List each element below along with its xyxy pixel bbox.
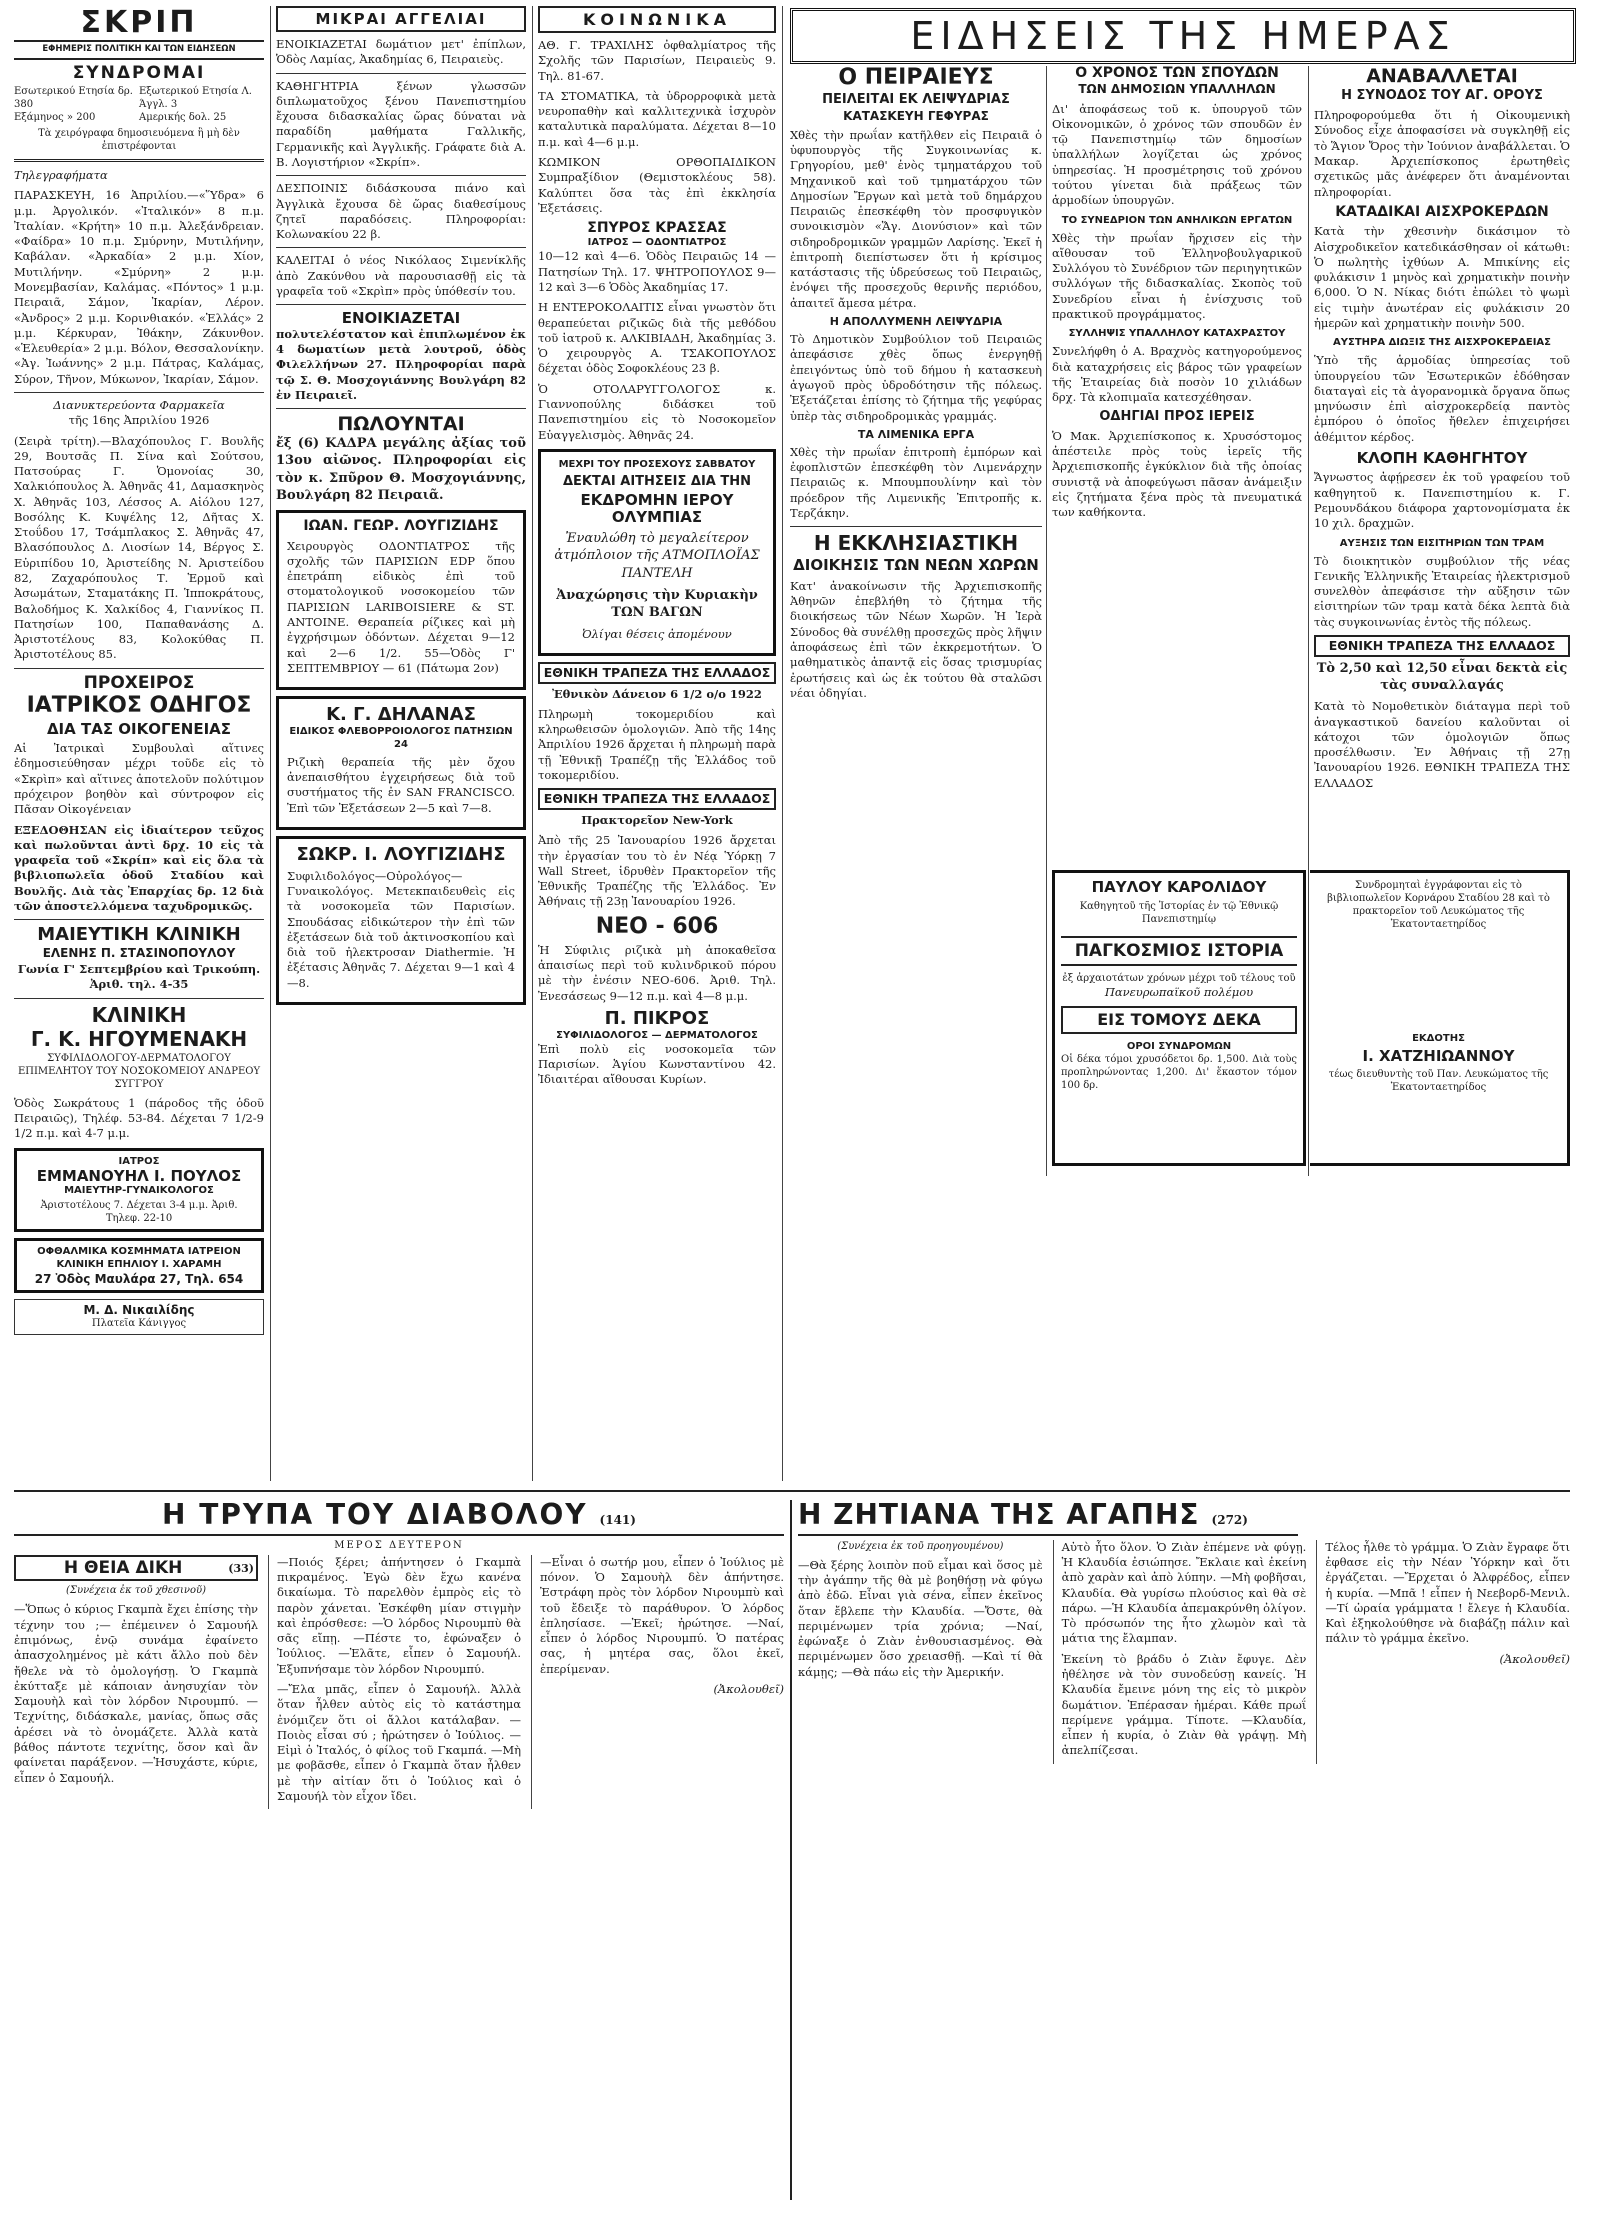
- studies-subheadline: ΤΩΝ ΔΗΜΟΣΙΩΝ ΥΠΑΛΛΗΛΩΝ: [1078, 82, 1276, 97]
- serial-diavolou-continuation: (Συνέχεια ἐκ τοῦ χθεσινοῦ): [66, 1585, 206, 1597]
- book-subtitle: ἐξ ἀρχαιοτάτων χρόνων μέχρι τοῦ τέλους τοῦ: [1062, 973, 1296, 985]
- clinic-subtitle: ΣΥΦΙΛΙΔΟΛΟΓΟΥ-ΔΕΡΜΑΤΟΛΟΓΟΥ ΕΠΙΜΕΛΗΤΟΥ ΤΟΥ ΝΟΣΟΚΟΜΕΙΟΥ ΑΝΔΡΕΟΥ ΣΥΓΓΡΟΥ: [17, 1052, 261, 1090]
- news-banner: [790, 8, 1576, 64]
- eye-clinic-name: ΟΦΘΑΛΜΙΚΑ ΚΟΣΜΗΜΑΤΑ ΙΑΤΡΕΙΟΝ ΚΛΙΝΙΚΗ ΕΠΗΛΙΟΥ Ι. ΧΑΡΑΜΗ: [37, 1246, 241, 1271]
- dentist-ad: [276, 510, 526, 690]
- doctor-heading: ΙΑΤΡΟΣ: [118, 1155, 160, 1167]
- clinic-text: Ὁδὸς Σωκράτους 1 (πάροδος τῆς ὁδοῦ Πειραιῶς), Τηλέφ. 53-84. Δέχεται 7 1/2-9 1/2 π.μ. καὶ 4-7 μ.μ.: [14, 1095, 264, 1141]
- serial-zitiana-continuation: (Συνέχεια ἐκ τοῦ προηγουμένου): [837, 1540, 1004, 1552]
- excursion-title-2: ΕΚΔΡΟΜΗΝ ΙΕΡΟΥ ΟΛΥΜΠΙΑΣ: [580, 491, 734, 526]
- venereologist-ad: [276, 836, 526, 1005]
- lawyer-ad: [14, 1299, 264, 1335]
- social-item: Ὁ ΟΤΟΛΑΡΥΓΓΟΛΟΓΟΣ κ. Γιαννοπούλης διδάσκει τοῦ Πανεπιστημίου εἰς τὸ Νοσοκομεῖον Εὐαγγελισμὸς. Ἀθηνᾶς 24.: [538, 381, 776, 442]
- krassas-name: ΣΠΥΡΟΣ ΚΡΑΣΣΑΣ: [587, 220, 727, 237]
- harbor-text: Χθὲς τὴν πρωΐαν ἐπιτροπὴ ἐμπόρων καὶ ἐφοπλιστῶν ἐπεσκέφθη τὸν Λιμενάρχην Πειραιῶς κ. Μπουμπουλίνην καὶ τὸν πρόεδρον τῆς Λιμενικῆς Ἐπιτροπῆς κ. Τερζάκην.: [790, 444, 1042, 521]
- serial-diavolou-title: Η ΤΡΥΠΑ ΤΟΥ ΔΙΑΒΟΛΟΥ: [162, 1500, 588, 1531]
- studies-headline: Ο ΧΡΟΝΟΣ ΤΩΝ ΣΠΟΥΔΩΝ: [1075, 66, 1279, 81]
- column-1: [14, 6, 264, 1486]
- guide-text-2: ΕΞΕΔΟΘΗΣΑΝ εἰς ἰδιαίτερον τεῦχος καὶ πωλοῦνται ἀντὶ δρχ. 10 εἰς τὰ γραφεῖα τοῦ «Σκρίπ» καὶ εἰς ὅλα τὰ βιβλιοπωλεῖα ὁδοῦ Σταδίου καὶ Βουλῆς. Διὰ τὰς Ἐπαρχίας δρ. 12 διὰ τῶν ἀποστελλόμενα ταχυδρομικῶς.: [14, 822, 264, 913]
- pharmacies-text: (Σειρὰ τρίτη).—Βλαχόπουλος Γ. Βουλῆς 29, Βουτσᾶς Π. Σίνα καὶ Σούτσου, Πατσούρας Γ. Ὁμονοίας 30, Χαλκιόπουλος Ἀ. Ἀθηνᾶς 41, Δαμασκηνὸς Χ. Ἀθηνᾶς 103, Λέσσος Α. Αἰόλου 127, Βοσόλης Κ. Κυψέλης 12, Δῆτας Χ. Στοΰδου 17, Τσάμπλακος Σ. Ἀθηνᾶς 47, Βλασόπουλος Δ. Λιοσίων 14, Βέργος Σ. Εὐριπίδου 10, Ἀριστείδης Ν. Ἀριστείδου 82, Ζαχαρόπουλος Τ. Ἑρμοῦ καὶ Ἀσωμάτων, Σταματάκης Π. Ἱπποκράτους, Βαλοδήμος Κ. Χαλκίδος 4, Γιαννίκος Π. Πατησίων 100, Παπαθανάσης Δ. Ἀριστοτέλους 83, Κολοκύθας Π. Ἀριστοτέλους 85.: [14, 433, 264, 662]
- serial-diavolou-header: [14, 1500, 784, 1536]
- pikros-text: Ἐπὶ πολὺ εἰς νοσοκομεῖα τῶν Παρισίων. Ἁγίου Κωνσταντίνου 42. Ἰδιαιτέραι αἴθουσαι Κυρίων.: [538, 1041, 776, 1087]
- column-rule: [270, 6, 271, 1481]
- divider: [14, 998, 264, 999]
- manuscripts-note: Τὰ χειρόγραφα δημοσιευόμενα ἢ μὴ δὲν ἐπιστρέφονται: [38, 128, 240, 152]
- theft-section: ΚΛΟΠΗ ΚΑΘΗΓΗΤΟΥ: [1356, 448, 1528, 467]
- serial-diavolou-text: —Ἔλα μπᾶς, εἶπεν ὁ Σαμουήλ. Ἀλλὰ ὅταν ἦλθεν αὐτὸς εἰς τὸ κατάστημα ἐνόμιζεν ὅτι οἱ ἄλλοι κατάλαβαν. —Ποιὸς εἶσαι σύ ; ἠρώτησεν ὁ Ἰούλιος. —Εἰμὶ ὁ Ἰταλός, ὁ φίλος τοῦ Γκαμπά. —Μὴ με φοβᾶσθε, εἶπεν ὁ Γκαμπὰ ὅταν ἦλθεν μὲ τὴν αἰτίαν ὅτι ὁ Ἰούλιος καὶ ὁ Σαμουήλ τὸν εἶχον ἴδει.: [277, 1682, 521, 1804]
- rent-ad-heading: ΕΝΟΙΚΙΑΖΕΤΑΙ: [341, 309, 461, 328]
- divider: [276, 175, 526, 176]
- social-item: ΑΘ. Γ. ΤΡΑΧΙΛΗΣ ὀφθαλμίατρος τῆς Σχολῆς τῶν Παρισίων, Πειραιεὺς 9. Τηλ. 81-67.: [538, 38, 776, 83]
- serial-diavolou-text: —Ὅπως ὁ κύριος Γκαμπὰ ἔχει ἐπίσης τὴν τέχνην του ;— ἐπέμεινεν ὁ Σαμουήλ ἐπιμόνως, ἐνῷ συνάμα ἐφαίνετο ἀπασχολημένος μὲ κάτι ἄλλο ποὺ δὲν ἤθελε νὰ τὸ ὁμολογήσῃ. Ὁ Γκαμπὰ ἐκύτταξε μὲ κάποιαν ἀνησυχίαν τὸν Σαμουὴλ καὶ τὸν λόρδον Νιρουμπύ. —Τεχνίτης, διδάσκαλε, μανίας, ὅπως σᾶς ἀρέσει νὰ τὸ ὀνομάζετε. Ἀλλὰ κατὰ βάθος πάντοτε τεχνίτης, ὅσον καὶ ἂν φαίνεται παράξενον. —Ἡσυχάστε, κύριε, εἶπεν ὁ Σαμουήλ.: [14, 1602, 258, 1785]
- serial-diavolou-text: —Ποιός ξέρει; ἀπήντησεν ὁ Γκαμπὰ πικραμένος. Ἐγὼ δὲν ἔχω κανένα δικαίωμα. Τὸ παρελθὸν ἐμπρὸς εἰς τὸ παρὸν χάνεται. Ἐσκέφθη μίαν στιγμὴν καὶ ἐπρόσθεσε: —Ὁ λόρδος Νιρουμπὺ θὰ σᾶς εἴπῃ. —Πέστε το, ἐφώναξεν ὁ Ἰούλιος. —Ἐλᾶτε, εἶπεν ὁ Σαμουήλ. Ἐξυπνήσαμε τὸν λόρδον Νιρουμπύ.: [277, 1554, 521, 1676]
- synod-headline: ΑΝΑΒΑΛΛΕΤΑΙ: [1366, 66, 1518, 87]
- excursion-ad: [538, 449, 776, 656]
- phlebologist-text: Ριζικὴ θεραπεία τῆς μὲν ὄχου ἀνεπαισθήτου ἐγχειρήσεως διὰ τοῦ συστήματος τῆς ἐν SAN FRANCISCO. Ἐπὶ τῶν Ἐξετάσεων 2—5 καὶ 7—8.: [287, 754, 515, 815]
- pharmacies-heading: Διανυκτερεύοντα Φαρμακεῖα: [53, 397, 225, 412]
- serial-diavolou-number: (141): [599, 1513, 636, 1527]
- social-item: ΚΩΜΙΚΟΝ ΟΡΘΟΠΑΙΔΙΚΟΝ Συμπραξίδιον (Θεμιστοκλέους 58). Καλύπτει ὅσα τὰς ἐπὶ ἐκκλησία Ἐξετάσεις.: [538, 154, 776, 215]
- guide-heading-3: ΔΙΑ ΤΑΣ ΟΙΚΟΓΕΝΕΙΑΣ: [46, 719, 232, 738]
- doctor-ad: [14, 1148, 264, 1233]
- synod-text: Πληροφορούμεθα ὅτι ἡ Οἰκουμενικὴ Σύνοδος εἶχε ἀποφασίσει νὰ συγκληθῇ εἰς τὸ Ἅγιον Ὄρος τὴν Ἰούνιον ἀναβάλλεται. Ὁ Μακαρ. Ἀρχιεπίσκοπος ἐρωτηθεὶς σχετικῶς μᾶς ἀνέφερεν ὅτι ἀναμένονται πληροφορίαι.: [1314, 108, 1570, 199]
- serial-zitiana-text: Αὐτὸ ἦτο ὅλον. Ὁ Ζιὰν ἐπέμενε νὰ φύγῃ. Ἡ Κλαυδία ἐσιώπησε. Ἔκλαιε καὶ ἐκείνη ἀπὸ χαρὰν καὶ ἀπὸ λύπην. —Μὴ φοβῆσαι, Κλαυδία. Θὰ γυρίσω πλούσιος καὶ θὰ σὲ πάρω. —Ἡ Κλαυδία ἀπεμακρύνθη ὀλίγον. Τὸ πρόσωπόν της ἦτο χλωμὸν καὶ τὰ μάτια της ἔλαμπαν.: [1061, 1539, 1307, 1646]
- convictions-section: ΚΑΤΑΔΙΚΑΙ ΑΙΣΧΡΟΚΕΡΔΩΝ: [1335, 203, 1549, 220]
- piraeus-text: Χθὲς τὴν πρωΐαν κατῆλθεν εἰς Πειραιᾶ ὁ ὑφυπουργὸς τῆς Συγκοινωνίας κ. Γρηγορίου, μεθ' ἑνὸς τμηματάρχου τοῦ Μηχανικοῦ καὶ τοῦ τμηματάρχου τῶν Δημοσίων Ἔργων καὶ μετὰ τοῦ δημάρχου Πειραιῶς ἐπεσκέφθη τὸν προσφυγικὸν συνοικισμὸν «Ἅγ. Διονύσιον» καὶ τῶν σιδηροδρομικῶν γραμμῶν Λαρίσης. Ἐκεῖ ἡ ἐπιτροπὴ διεπίστωσεν ὅτι ἡ κρίσιμος κατάστασις τῆς ὑδρεύσεως τοῦ Πειραιῶς, ἐνόψει τῆς προσεχοῦς θερινῆς περιόδου, ἀπαιτεῖ ἄμεσα μέτρα.: [790, 127, 1042, 310]
- guide-heading-2: ΙΑΤΡΙΚΟΣ ΟΔΗΓΟΣ: [26, 693, 252, 719]
- divider: [276, 408, 526, 409]
- rate-row: Εσωτερικού Ετησία δρ. 380: [14, 86, 133, 110]
- divider: [276, 247, 526, 248]
- divider: [14, 392, 264, 393]
- classified-ad: ΔΕΣΠΟΙΝΙΣ διδάσκουσα πιάνο καὶ Ἀγγλικὰ ἔχουσα δὲ ὥρας διαθεσίμους ζητεῖ παραδόσεις. Πληροφορίαι: Κολωνακίου 22 β.: [276, 181, 526, 242]
- serial-diavolou: [14, 1500, 784, 2208]
- divider: [790, 526, 1042, 527]
- news-column-a: [790, 66, 1042, 1181]
- excursion-departure: Ἀναχώρησις τὴν Κυριακὴν ΤΩΝ ΒΑΓΩΝ: [556, 588, 758, 621]
- masthead-title: ΣΚΡΙΠ: [14, 6, 264, 42]
- studies-text: Δι' ἀποφάσεως τοῦ κ. ὑπουργοῦ τῶν Οἰκονομικῶν, ὁ χρόνος τῶν σπουδῶν ἐν τῷ Πανεπιστημίῳ τῶν δημοσίων ὑπαλλήλων λογίζεται ὡς χρόνος ὑπηρεσίας. Ἡ προσμέτρησις τοῦ χρόνου τούτου γίνεται διὰ πράξεως τῶν ἁρμοδίων ὑπουργῶν.: [1052, 101, 1302, 208]
- bank-rate-heading: ΕΘΝΙΚΗ ΤΡΑΠΕΖΑ ΤΗΣ ΕΛΛΑΔΟΣ: [1314, 635, 1570, 657]
- piraeus-headline: Ο ΠΕΙΡΑΙΕΥΣ: [838, 66, 994, 90]
- book-publisher-heading: ΕΚΔΟΤΗΣ: [1412, 1033, 1465, 1044]
- piraeus-section: ΚΑΤΑΣΚΕΥΗ ΓΕΦΥΡΑΣ: [843, 109, 989, 124]
- divider: [14, 159, 264, 162]
- rate-row: Αμερικής δολ. 25: [139, 112, 227, 123]
- book-ad-side: [1310, 870, 1570, 1166]
- congress-section: ΤΟ ΣΥΝΕΔΡΙΟΝ ΤΩΝ ΑΝΗΛΙΚΩΝ ΕΡΓΑΤΩΝ: [1061, 214, 1293, 226]
- book-publisher-subtitle: τέως διευθυντὴς τοῦ Παν. Λευκώματος τῆς Ἐκατονταετηρίδος: [1328, 1068, 1549, 1093]
- serial-diavolou-chapter: Η ΘΕΙΑ ΔΙΚΗ: [63, 1557, 183, 1578]
- serial-zitiana-text: Ἐκείνη τὸ βράδυ ὁ Ζιὰν ἔφυγε. Δὲν ἠθέλησε νὰ τὸν συνοδεύσῃ κανείς. Ἡ Κλαυδία ἔμεινε μόνη της εἰς τὸ μικρὸν δωμάτιον. Ἐπέρασαν ἡμέραι. Κάθε πρωΐ περίμενε γράμμα. Τίποτε. —Κλαυδία, εἶπεν ἡ κυρία, ὁ Ζιὰν θὰ γράψῃ. Μὴ ἀπελπίζεσαι.: [1061, 1651, 1307, 1758]
- pikros-name: Π. ΠΙΚΡΟΣ: [604, 1008, 710, 1030]
- column-2: [276, 6, 526, 1486]
- maternity-address: Γωνία Γ' Σεπτεμβρίου καὶ Τρικούπη. Ἀριθ. τηλ. 4-35: [17, 962, 261, 992]
- harbor-section: ΤΑ ΛΙΜΕΝΙΚΑ ΕΡΓΑ: [857, 427, 975, 441]
- profiteering-section: ΑΥΣΤΗΡΑ ΔΙΩΞΙΣ ΤΗΣ ΑΙΣΧΡΟΚΕΡΔΕΙΑΣ: [1333, 337, 1551, 349]
- masthead-subtitle: ΕΦΗΜΕΡΙΣ ΠΟΛΙΤΙΚΗ ΚΑΙ ΤΩΝ ΕΙΔΗΣΕΩΝ: [42, 44, 236, 54]
- book-subscription-note: Συνδρομηταὶ ἐγγράφονται εἰς τὸ βιβλιοπωλεῖον Κορνάρου Σταδίου 28 καὶ τὸ πρακτορεῖον τοῦ Λευκώματος τῆς Ἐκατονταετηρίδος: [1327, 880, 1550, 930]
- classified-ad: ΕΝΟΙΚΙΑΖΕΤΑΙ δωμάτιον μετ' ἐπίπλων, Ὁδὸς Λαμίας, Ἀκαδημίας 6, Πειραιεὺς.: [276, 37, 526, 67]
- telegraph-text: ΠΑΡΑΣΚΕΥΗ, 16 Ἀπριλίου.—«Ὕδρα» 6 μ.μ. Ἀργολικόν. «Ἰταλικόν» 8 π.μ. Ἰταλίαν. «Κρήτη» 10 π.μ. Ἀλεξάνδρειαν. «Φαίδρα» 10 π.μ. Σμύρνην, Μυτιλήνην, Καβάλαν. «Ἀρκαδία» 2 μ.μ. Χίον, Μυτιλήνην. «Σμύρνη» 2 μ.μ. Μονεμβασίαν, Καλάμας. «Πόντος» 1 μ.μ. Πειραιᾶ, Σάμον, Ἰκαρίαν, Λέρον. «Ἀνδρος» 2 μ.μ. Κορινθιακόν. «Ἑλλάς» 2 μ.μ. Κέρκυραν, Ἰθάκην, Ζάκυνθον. «Ἑλευθερία» 2 μ.μ. Βόλον, Θεσσαλονίκην. «Ἀγ. Ἰωάννης» 2 μ.μ. Πάτρας, Καλάμας, Σύρον, Τῆνον, Μύκωνον, Ἰκαρίαν, Σάμον.: [14, 188, 264, 386]
- profiteering-text: Ὑπὸ τῆς ἁρμοδίας ὑπηρεσίας τοῦ ὑπουργείου τῶν Ἐσωτερικῶν ἐδόθησαν διαταγαὶ εἰς τὰ ἀγορανομικὰ ὄργανα ὅπως μηνύωσιν ἐπὶ αἰσχροκερδείᾳ παντὸς ἐμπόρου ὁ ὁποῖος ἤθελεν ἐπιχειρήσει ἀθέμιτον κέρδος.: [1314, 353, 1570, 444]
- theft-text: Ἄγνωστος ἀφῄρεσεν ἐκ τοῦ γραφείου τοῦ καθηγητοῦ κ. Πανεπιστημίου κ. Γ. Ρεμουνδάκου διάφορα χαρτονομίσματα ἐκ 10 χιλ. δραχμῶν.: [1314, 470, 1570, 531]
- excursion-text: Ἐναυλώθη τὸ μεγαλείτερον ἀτμόπλοιον τῆς ΑΤΜΟΠΛΟΪΑΣ ΠΑΝΤΕΛΗ: [554, 531, 760, 581]
- serial-zitiana-number: (272): [1211, 1513, 1248, 1527]
- bank-notice-subtitle: Ἐθνικὸν Δάνειον 6 1/2 ο/ο 1922: [552, 686, 762, 701]
- bank-rate-text: Τὸ 2,50 καὶ 12,50 εἶναι δεκτὰ εἰς τὰς συναλλαγάς: [1316, 660, 1568, 693]
- rent-ad-text: πολυτελέστατον καὶ ἐπιπλωμένον ἐκ 4 δωματίων μετὰ λουτροῦ, ὁδὸς Φιλελλήνων 27. Πληροφορίαι παρὰ τῷ Σ. Θ. Μοσχογιάννης Βουλγάρη 82 ἐν Πειραιεῖ.: [276, 326, 526, 402]
- serial-diavolou-chapter-number: (33): [228, 1561, 254, 1575]
- pharmacies-date: τῆς 16ης Ἀπριλίου 1926: [68, 413, 210, 428]
- tram-section: ΑΥΞΗΣΙΣ ΤΩΝ ΕΙΣΙΤΗΡΙΩΝ ΤΩΝ ΤΡΑΜ: [1339, 537, 1545, 549]
- serial-zitiana-title: Η ΖΗΤΙΑΝΑ ΤΗΣ ΑΓΑΠΗΣ: [798, 1500, 1200, 1531]
- book-ad: [1052, 870, 1306, 1166]
- phlebologist-name: Κ. Γ. ΔΗΛΑΝΑΣ: [326, 704, 476, 726]
- column-rule: [1308, 66, 1309, 1176]
- divider: [276, 304, 526, 305]
- neo606-heading: ΝΕΟ - 606: [595, 913, 719, 939]
- guide-text: Αἱ Ἰατρικαὶ Συμβουλαὶ αἵτινες ἐδημοσιεύθησαν μέχρι τοῦδε εἰς τὸ «Σκρὶπ» καὶ αἵτινες ἀποτελοῦν πολύτιμον πρόχειρον βοηθὸν καὶ σύντροφον εἰς Πᾶσαν Οἰκογένειαν: [14, 741, 264, 817]
- tram-text: Τὸ διοικητικὸν συμβούλιον τῆς νέας Γενικῆς Ἑλληνικῆς Ἑταιρείας ἠλεκτρισμοῦ συνελθὸν ἀπεφάσισε τὴν αὔξησιν τῶν εἰσιτηρίων τῶν τραμ κατὰ δέκα λεπτὰ διὰ τὰς συγκοινωνίας ἐντὸς τῆς πόλεως.: [1314, 553, 1570, 629]
- excursion-title-1: ΔΕΚΤΑΙ ΑΙΤΗΣΕΙΣ ΔΙΑ ΤΗΝ: [562, 473, 752, 489]
- doctor-subtitle: ΜΑΙΕΥΤΗΡ-ΓΥΝΑΙΚΟΛΟΓΟΣ: [64, 1185, 214, 1197]
- book-author-title: Καθηγητοῦ τῆς Ἱστορίας ἐν τῷ Ἐθνικῷ Πανεπιστημίῳ: [1079, 900, 1279, 925]
- rate-row: Εξάμηνος » 200: [14, 112, 96, 123]
- serial-zitiana-end: (Ἀκολουθεῖ): [1499, 1651, 1570, 1666]
- priests-section: ΟΔΗΓΙΑΙ ΠΡΟΣ ΙΕΡΕΙΣ: [1099, 409, 1255, 425]
- subscription-rates: [14, 85, 264, 124]
- classified-ad: ΚΑΘΗΓΗΤΡΙΑ ξένων γλωσσῶν διπλωματοῦχος ξένου Πανεπιστημίου ἔχουσα διδασκαλίας ὥρας δύναται νὰ παραδίδη μαθήματα Γαλλικῆς, Γερμανικῆς καὶ Ἀγγλικῆς. Γράφατε διὰ Α. Β. Λογιστήριον «Σκρίπ».: [276, 78, 526, 169]
- clinic-heading: ΚΛΙΝΙΚΗ: [91, 1002, 187, 1027]
- krassas-subtitle: ΙΑΤΡΟΣ — ΟΔΟΝΤΙΑΤΡΟΣ: [587, 237, 727, 249]
- excursion-pretitle: ΜΕΧΡΙ ΤΟΥ ΠΡΟΣΕΧΟΥΣ ΣΑΒΒΑΤΟΥ: [558, 458, 756, 470]
- rate-row: Εξωτερικού Ετησία Λ. Άγγλ. 3: [139, 86, 252, 110]
- eye-clinic-ad: [14, 1238, 264, 1293]
- book-subtitle-2: Πανευρωπαϊκοῦ πολέμου: [1104, 985, 1254, 1000]
- congress-text: Χθὲς τὴν πρωΐαν ἤρχισεν εἰς τὴν αἴθουσαν τοῦ Ἑλληνοβουλγαρικοῦ Συλλόγου τὸ Συνέδριον τῶν περιηγητικῶν συλλόγων τῆς διδασκαλίας. Σκοπὸς τοῦ Συνεδρίου εἶναι ἡ ἐνίσχυσις τοῦ πρακτικοῦ προγράμματος.: [1052, 230, 1302, 321]
- social-heading: ΚΟΙΝΩΝΙΚΑ: [538, 6, 776, 33]
- social-item: Η ΕΝΤΕΡΟΚΟΛΑΙΤΙΣ εἶναι γνωστὸν ὅτι θεραπεύεται ριζικῶς διὰ τῆς μεθόδου τοῦ ἰατροῦ κ. ΑΛΚΙΒΙΑΔΗ, Ἀκαδημίας 3. Ὁ χειρουργὸς Α. ΤΣΑΚΟΠΟΥΛΟΣ δέχεται ὁδὸς Σοφοκλέους 23 β.: [538, 300, 776, 376]
- church-subheadline: ΔΙΟΙΚΗΣΙΣ ΤΩΝ ΝΕΩΝ ΧΩΡΩΝ: [793, 556, 1039, 575]
- bank-ny-heading: ΕΘΝΙΚΗ ΤΡΑΠΕΖΑ ΤΗΣ ΕΛΛΑΔΟΣ: [538, 788, 776, 810]
- column-rule: [790, 1500, 792, 2200]
- sale-ad-text: ἔξ (6) ΚΑΔΡΑ μεγάλης ἀξίας τοῦ 13ου αἰῶνος. Πληροφορίαι εἰς τὸν κ. Σπῦρον Θ. Μοσχογιάννης, Βουλγάρη 82 Πειραιᾶ.: [276, 436, 526, 503]
- excursion-seats: Ὀλίγαι θέσεις ἀπομένουν: [582, 626, 732, 641]
- arrest-text: Συνελήφθη ὁ Α. Βραχνὸς κατηγορούμενος διὰ καταχρήσεις εἰς βάρος τῶν γραφείων τῆς Ἑταιρείας διὰ ποσὸν 10 χιλιάδων δρχ. Τὰ κλοπιμαῖα κατεσχέθησαν.: [1052, 344, 1302, 405]
- news-column-b: [1052, 66, 1302, 856]
- book-author: ΠΑΥΛΟΥ ΚΑΡΟΛΙΔΟΥ: [1091, 878, 1267, 896]
- phlebologist-subtitle: ΕΙΔΙΚΟΣ ΦΛΕΒΟΡΡΟΙΟΛΟΓΟΣ ΠΑΤΗΣΙΩΝ 24: [289, 725, 513, 750]
- lawyer-name: Μ. Δ. Νικαιλίδης: [83, 1303, 195, 1318]
- serial-zitiana-header: [798, 1500, 1298, 1536]
- dentist-name: ΙΩΑΝ. ΓΕΩΡ. ΛΟΥΓΙΖΙΔΗΣ: [303, 518, 499, 535]
- serial-diavolou-end: (Ἀκολουθεῖ): [713, 1682, 784, 1697]
- krassas-text: 10—12 καὶ 4—6. Ὁδὸς Πειραιῶς 14 — Πατησίων Τηλ. 17. ΨΗΤΡΟΠΟΥΛΟΣ 9—12 καὶ 3—6 Ὁδὸς Ἀκαδημίας 17.: [538, 249, 776, 295]
- divider: [276, 73, 526, 74]
- convictions-text: Κατὰ τὴν χθεσινὴν δικάσιμον τὸ Αἰσχροδικεῖον κατεδικάσθησαν οἱ κάτωθι: Ὁ πωλητὴς ἰχθύων Α. Μπικίνης εἰς φυλάκισιν 1 μηνὸς καὶ χρηματικὴν ποινὴν 6,000. Ὁ Ν. Νίκας διότι ἐπώλει τὸ ψωμὶ εἰς τιμὴν ἀνωτέραν εἰς φυλάκισιν 20 ἡμερῶν καὶ χρηματικὴν ποινὴν 500.: [1314, 224, 1570, 330]
- doctor-name: ΕΜΜΑΝΟΥΗΛ Ι. ΠΟΥΛΟΣ: [36, 1166, 242, 1185]
- bank-ny-text: Ἀπὸ τῆς 25 Ἰανουαρίου 1926 ἄρχεται τὴν ἐργασίαν του τὸ ἐν Νέᾳ Ὑόρκῃ 7 Wall Street, ἱδρυθὲν Πρακτορεῖον τῆς Ἐθνικῆς Τραπέζης τῆς Ἑλλάδος. Ἐν Ἀθήναις τῇ 23ῃ Ἰανουαρίου 1926.: [538, 833, 776, 909]
- eye-clinic-address: 27 Ὁδὸς Μαυλάρα 27, Τηλ. 654: [34, 1272, 244, 1287]
- doctor-address: Ἀριστοτέλους 7. Δέχεται 3-4 μ.μ. Ἀριθ. Τηλεφ. 22-10: [40, 1200, 238, 1225]
- divider: [14, 668, 264, 669]
- maternity-heading: ΜΑΙΕΥΤΙΚΗ ΚΛΙΝΙΚΗ: [37, 924, 241, 946]
- telegraph-heading: Τηλεγραφήματα: [14, 168, 108, 182]
- phlebologist-ad: [276, 696, 526, 830]
- venereologist-text: Συφιλιδολόγος—Οὐρολόγος—Γυναικολόγος. Μετεκπαιδευθεὶς εἰς τὰ νοσοκομεῖα τῶν Παρισίων. Σπουδάσας εἰδικώτερον τὴν ἐπὶ τῶν ἐξετάσεων διὰ τοῦ ἀκτινοσκοπίου καὶ διὰ τοῦ ἠλεκτροσαν Diathermie. Ἡ ἐξέτασις Ἀθηνᾶς 7. Δέχεται 9—1 καὶ 4—8.: [287, 868, 515, 990]
- maternity-name: ΕΛΕΝΗΣ Π. ΣΤΑΣΙΝΟΠΟΥΛΟΥ: [42, 945, 236, 960]
- drought-section: Η ΑΠΟΛΛΥΜΕΝΗ ΛΕΙΨΥΔΡΙΑ: [829, 315, 1003, 329]
- book-publisher-name: Ι. ΧΑΤΖΗΙΩΑΝΝΟΥ: [1362, 1047, 1515, 1065]
- subscriptions-heading: ΣΥΝΔΡΟΜΑΙ: [14, 58, 264, 83]
- classified-ad: ΚΑΛΕΙΤΑΙ ὁ νέος Νικόλαος Σιμενίκλῆς ἀπὸ Ζακύνθου νὰ παρουσιασθῇ εἰς τὰ γραφεῖα τοῦ «Σκρὶπ» πρὸς ὑπόθεσίν του.: [276, 253, 526, 298]
- church-headline: Η ΕΚΚΛΗΣΙΑΣΤΙΚΗ: [813, 531, 1019, 556]
- bank-notice-text: Πληρωμὴ τοκομεριδίου καὶ κληρωθεισῶν ὁμολογιῶν. Ἀπὸ τῆς 14ης Ἀπριλίου 1926 ἄρχεται ἡ πληρωμὴ παρὰ τῇ Ἐθνικῇ Τραπέζῃ τῆς Ἑλλάδος τοῦ τοκομεριδίου.: [538, 706, 776, 782]
- book-terms-heading: ΟΡΟΙ ΣΥΝΔΡΟΜΩΝ: [1126, 1041, 1232, 1053]
- guide-heading-1: ΠΡΟΧΕΙΡΟΣ: [83, 672, 195, 693]
- divider: [14, 919, 264, 920]
- section-rule: [14, 1490, 1570, 1492]
- serial-diavolou-part: ΜΕΡΟΣ ΔΕΥΤΕΡΟΝ: [334, 1539, 464, 1551]
- serial-zitiana: [798, 1500, 1570, 2208]
- social-item: ΤΑ ΣΤΟΜΑΤΙΚΑ, τὰ ὑδρορροφικὰ μετὰ νευροπαθὴν καὶ καλλιτεχνικὰ ἰσχυρὸν καταλυτικὰ παραλύματα. Δέχεται 8—10 π.μ. καὶ 4—6 μ.μ.: [538, 88, 776, 149]
- column-rule: [532, 6, 533, 1481]
- serial-zitiana-text: —Θὰ ξέρης λοιπὸν ποῦ εἶμαι καὶ ὅσος μὲ τὴν ἀγάπην τῆς θὰ μὲ βοηθήσῃ νὰ φύγω ἀπὸ ἐδῶ. Εἶναι γιὰ σένα, εἶπεν ἐκεῖνος ὅταν ἔβλεπε τὴν Κλαυδία. —Ὄστε, θὰ περιμένωμεν τρία χρόνια; —Ναί, ἐφώναξε ὁ Ζιὰν ἐνθουσιασμένος. Θὰ περιμένωμεν ὅσο χρειασθῇ. —Καὶ τί θὰ κάμῃς; —Θὰ πάω εἰς τὴν Ἀμερικήν.: [798, 1557, 1043, 1679]
- church-text: Κατ' ἀνακοίνωσιν τῆς Ἀρχιεπισκοπῆς Ἀθηνῶν ἐπεβλήθη τὸ ζήτημα τῆς διοικήσεως τῶν Νέων Χωρῶν. Ἡ Ἱερὰ Σύνοδος θὰ συνέλθῃ προσεχῶς πρὸς λῆψιν ἀποφάσεως ἐπὶ τῶν ἐκκρεμοτήτων. Ὁ μαθηματικὸς ἀπαντᾷ εἰς ὅσας τρισμυρίας ἐρωτήσεις καὶ ὡς ἐκ τούτου θὰ σταλῶσι νέαι ὁδηγίαι.: [790, 578, 1042, 700]
- dentist-text: Χειρουργὸς ΟΔΟΝΤΙΑΤΡΟΣ τῆς σχολῆς τῶν ΠΑΡΙΣΙΩΝ EDP ὅπου ἐπετράπη εἰδικὸς ἐπὶ τοῦ στοματολογικοῦ νοσοκομείου τῶν ΠΑΡΙΣΙΩΝ LARIBOISIERE & ST. ANTOINE. Θεραπεία ρίζικες καὶ μὴ ἐγχρήσιμων ὀδόντων. Δέχεται 9—12 καὶ 2—6 1/2. 55—Ὁδὸς Γ' ΣΕΠΤΕΜΒΡΙΟΥ — 61 (Πάτωμα 2ον): [287, 538, 515, 675]
- serial-diavolou-text: —Εἶναι ὁ σωτήρ μου, εἶπεν ὁ Ἰούλιος μὲ πόνον. Ὁ Σαμουὴλ δὲν ἀπήντησε. Ἐστράφη πρὸς τὸν λόρδον Νιρουμπὺ καὶ τοῦ ἔδειξε τὸ παράθυρον. Ὁ λόρδος ἐπλησίασε. —Ἐκεῖ; ἠρώτησε. —Ναί, εἶπεν ὁ λόρδος Νιρουμπύ. Ὁ πατέρας σας, ἡ μητέρα σας, ὅλοι ἐκεῖ, ἐπερίμεναν.: [540, 1554, 784, 1676]
- book-title: ΠΑΓΚΟΣΜΙΟΣ ΙΣΤΟΡΙΑ: [1061, 936, 1297, 967]
- piraeus-subheadline: ΠΕΙΛΕΙΤΑΙ ΕΚ ΛΕΙΨΥΔΡΙΑΣ: [822, 92, 1010, 108]
- news-banner-title: ΕΙΔΗΣΕΙΣ ΤΗΣ ΗΜΕΡΑΣ: [910, 14, 1456, 58]
- neo606-text: Ἡ Σύφιλις ριζικὰ μὴ ἀποκαθεῖσα ἀπαισίως περὶ τοῦ κυλινδρικοῦ πόρου μὲ τὴν ἐνέσιν NEO-606. Ἀριθ. Τηλ. Ἐνεσάσεως 9—12 π.μ. καὶ 4—8 μ.μ.: [538, 942, 776, 1003]
- serial-zitiana-text: Τέλος ἦλθε τὸ γράμμα. Ὁ Ζιὰν ἔγραφε ὅτι ἐφθασε εἰς τὴν Νέαν Ὑόρκην καὶ ὅτι ἐργάζεται. —Ἔρχεται ὁ Ἀλφρέδος, εἶπεν ἡ κυρία. —Μπᾶ ! εἶπεν ἡ Νεεβορδ-Μενιλ. —Τί ὡραία γράμματα ! ἔλεγε ἡ Κλαυδία. Καὶ ἐξηκολούθησε νὰ διαβάζῃ πάλιν καὶ πάλιν τὸ γράμμα ἐκεῖνο.: [1325, 1539, 1570, 1646]
- lawyer-address: Πλατεῖα Κάνιγγος: [91, 1318, 187, 1330]
- column-3: [538, 6, 776, 1486]
- book-volumes: ΕΙΣ ΤΟΜΟΥΣ ΔΕΚΑ: [1061, 1006, 1297, 1034]
- column-rule: [1046, 66, 1047, 1176]
- sale-ad-heading: ΠΩΛΟΥΝΤΑΙ: [337, 413, 465, 436]
- bank-ny-subtitle: Πρακτορεῖον New-York: [581, 813, 733, 828]
- classifieds-heading: ΜΙΚΡΑΙ ΑΓΓΕΛΙΑΙ: [276, 6, 526, 32]
- column-rule: [782, 6, 783, 1481]
- priests-text: Ὁ Μακ. Ἀρχιεπίσκοπος κ. Χρυσόστομος ἀπέστειλε πρὸς τοὺς ἱερεῖς τῆς Ἀρχιεπισκοπῆς ἐγκύκλιον διὰ τῆς ὁποίας συνιστᾷ νὰ ἀποφεύγωσι πᾶσαν ἀνάμειξιν εἰς ζητήματα ξένα πρὸς τὰ πνευματικά των καθήκοντα.: [1052, 428, 1302, 520]
- pikros-subtitle: ΣΥΦΙΛΙΔΟΛΟΓΟΣ — ΔΕΡΜΑΤΟΛΟΓΟΣ: [556, 1029, 758, 1041]
- serial-diavolou-chapter-box: [14, 1555, 258, 1582]
- arrest-section: ΣΥΛΛΗΨΙΣ ΥΠΑΛΛΗΛΟΥ ΚΑΤΑΧΡΑΣΤΟΥ: [1068, 328, 1286, 340]
- book-terms: Οἱ δέκα τόμοι χρυσόδετοι δρ. 1,500. Διὰ τοὺς προπληρώνοντας 1,200. Δι' ἕκαστον τόμον 100 δρ.: [1061, 1054, 1297, 1092]
- bank-notice-heading: ΕΘΝΙΚΗ ΤΡΑΠΕΖΑ ΤΗΣ ΕΛΛΑΔΟΣ: [538, 662, 776, 684]
- drought-text: Τὸ Δημοτικὸν Συμβούλιον τοῦ Πειραιῶς ἀπεφάσισε χθὲς ὅπως ἐνεργηθῇ ἐπειγόντως ὑπὸ τοῦ δήμου ἡ κατασκευὴ ἀγωγοῦ πρὸς ὑδροδότησιν τῆς πόλεως. Ἐξετάζεται ἐπίσης τὸ ζήτημα τῆς γεφύρας ὑπὲρ τὰς σιδηροδρομικὰς γραμμάς.: [790, 332, 1042, 423]
- venereologist-name: ΣΩΚΡ. Ι. ΛΟΥΓΙΖΙΔΗΣ: [296, 843, 506, 865]
- clinic-name: Γ. Κ. ΗΓΟΥΜΕΝΑΚΗ: [30, 1026, 248, 1051]
- synod-subheadline: Η ΣΥΝΟΔΟΣ ΤΟΥ ΑΓ. ΟΡΟΥΣ: [1341, 87, 1543, 103]
- bank-rate-notice: Κατὰ τὸ Νομοθετικὸν διάταγμα περὶ τοῦ ἀναγκαστικοῦ δανείου καλοῦνται οἱ κάτοχοι τῶν ὁμολογιῶν ὅπως προσέλθωσιν. Ἐν Ἀθήναις τῇ 27ῃ Ἰανουαρίου 1926. ΕΘΝΙΚΗ ΤΡΑΠΕΖΑ ΤΗΣ ΕΛΛΑΔΟΣ: [1314, 699, 1570, 790]
